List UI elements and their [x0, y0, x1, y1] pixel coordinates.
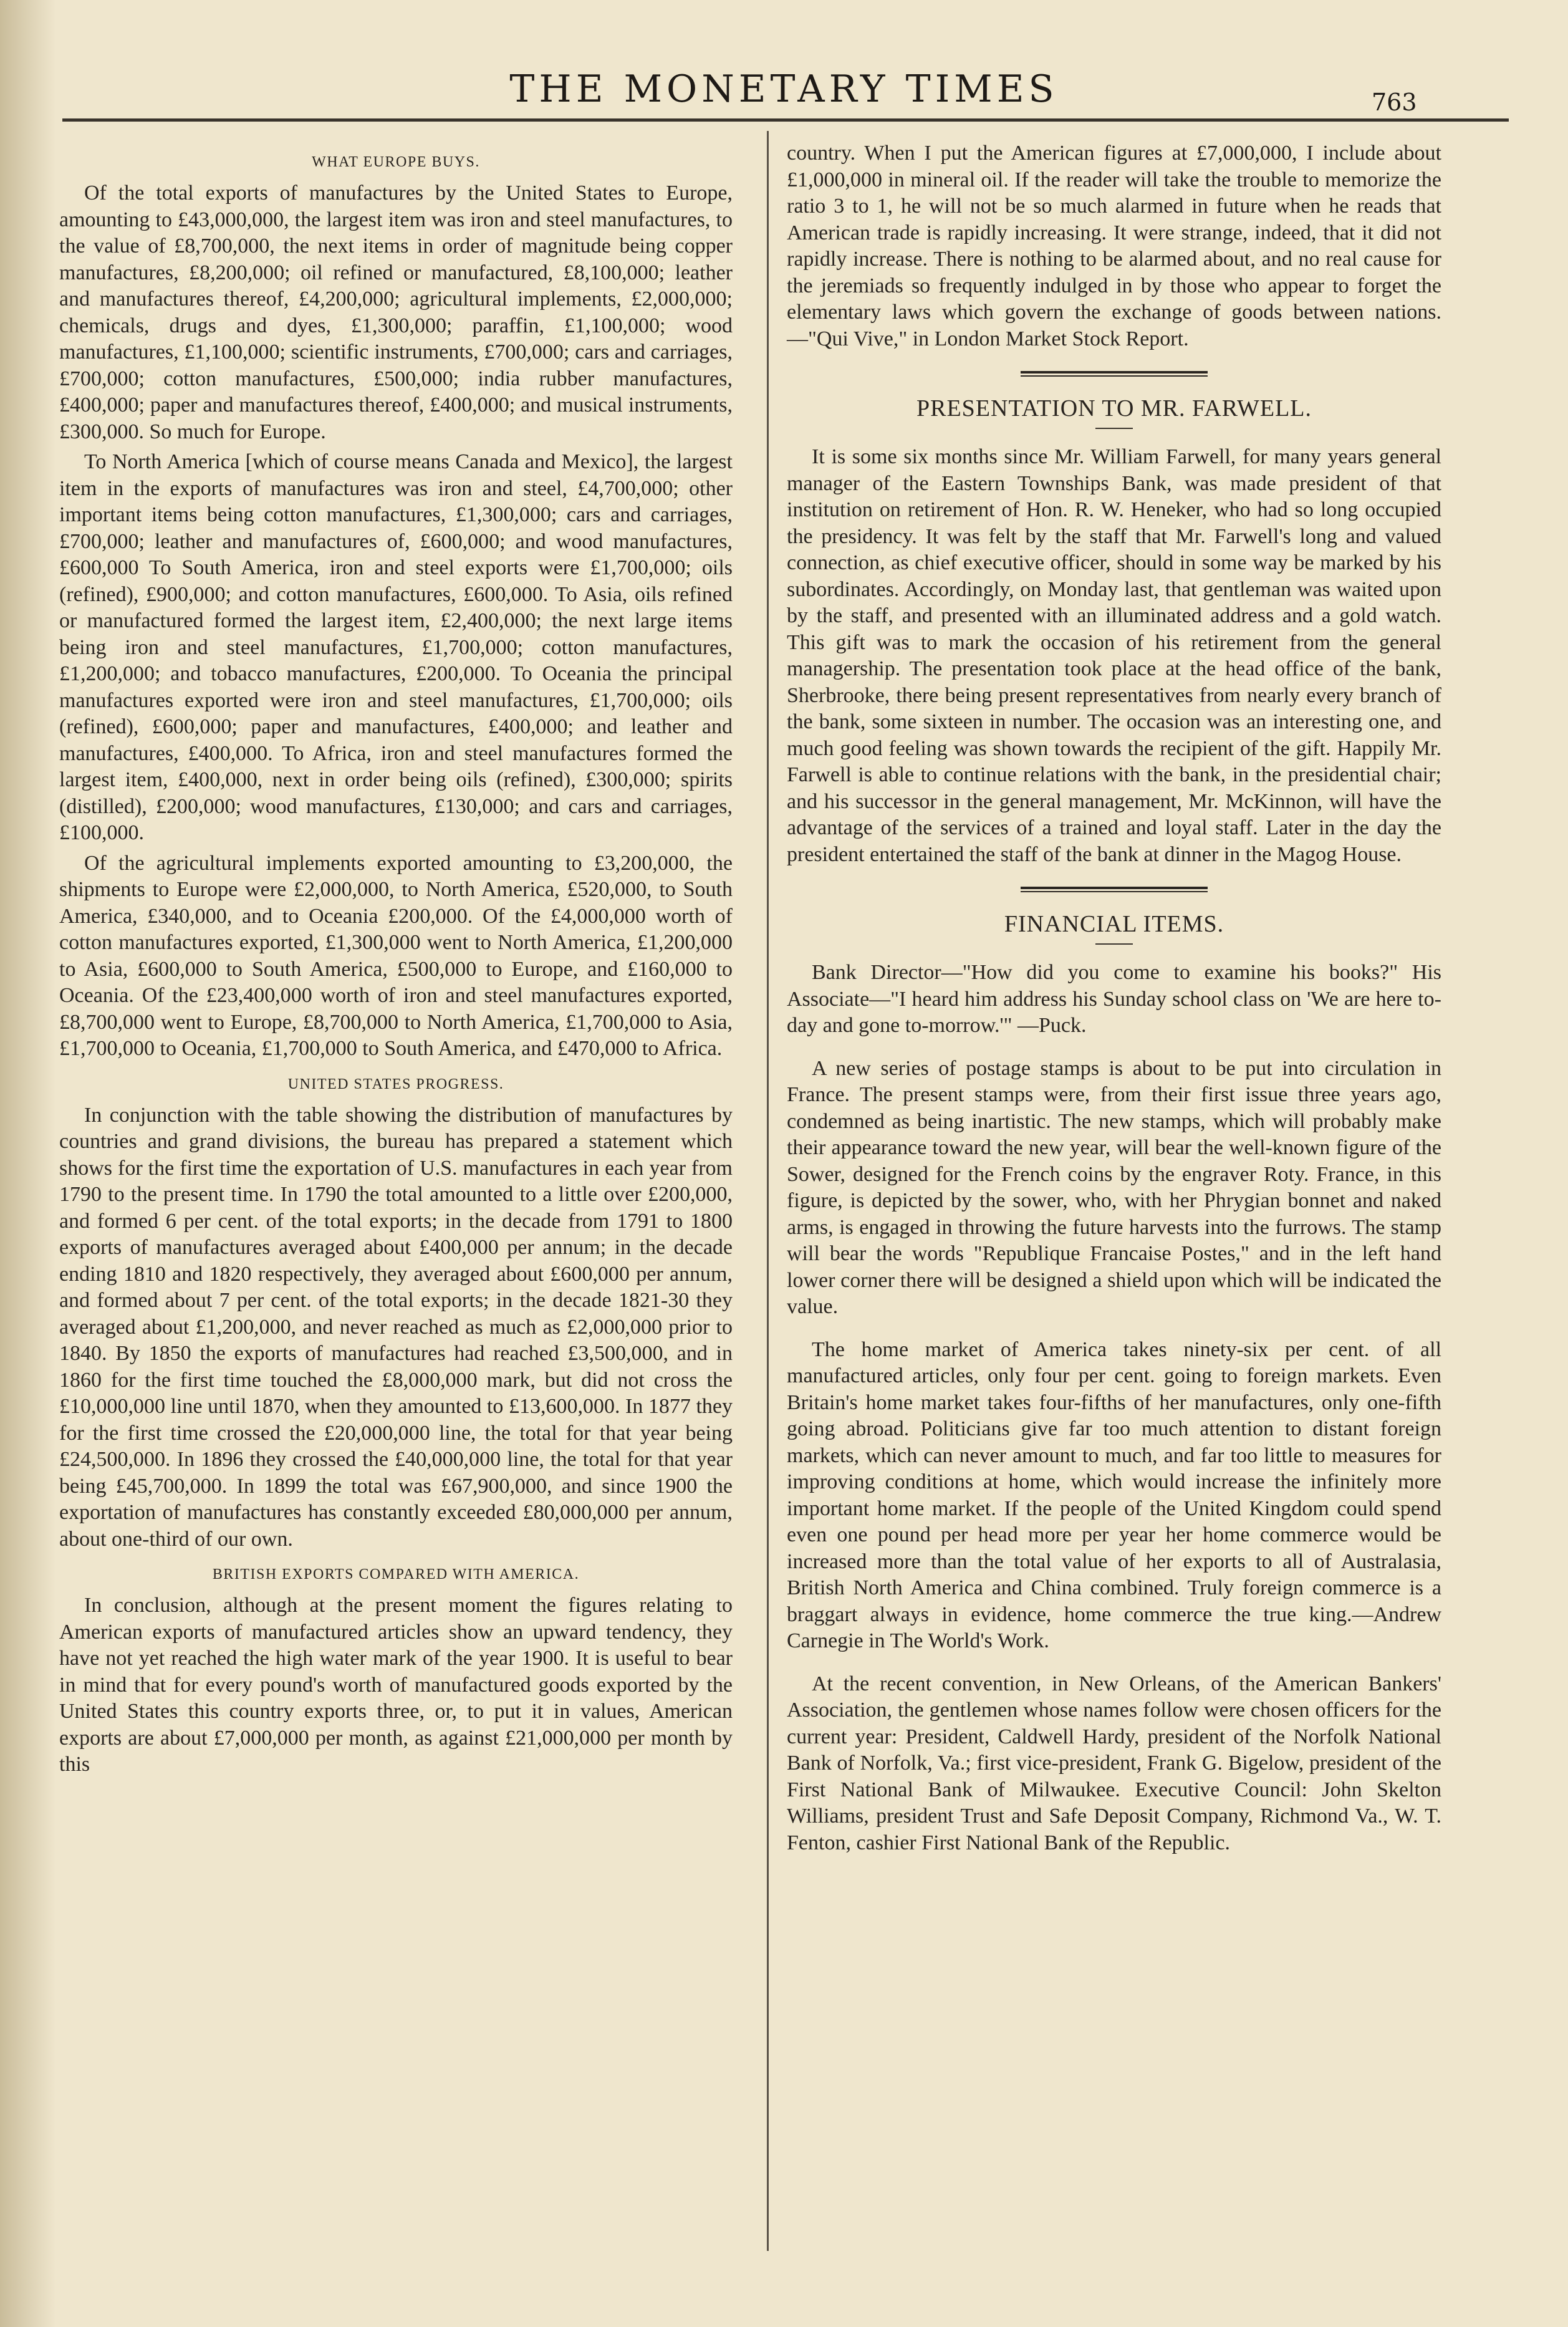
left-column — [59, 140, 733, 1782]
section-divider — [1021, 371, 1208, 377]
page-number: 763 — [1372, 89, 1417, 116]
heading-underline — [1095, 943, 1133, 945]
masthead-title: THE MONETARY TIMES — [509, 67, 1059, 111]
article-paragraph: In conclusion, although at the present moment the figures relating to American exports of manufactured articles show an upward tendency, they have not yet reached the high water mark of the year 1900. It is useful to bear in mind that for every pound's worth of manufactured goods exported by the United States this country exports three, or, to put it in values, American exports are about £7,000,000 per month, as against £21,000,000 per month by this — [59, 1594, 733, 1776]
section-heading-united-states-progress: UNITED STATES PROGRESS. — [287, 1076, 504, 1092]
news-item: The home market of America takes ninety-six per cent. of all manufactured articles, only four per cent. going to foreign markets. Even Britain's home market takes four-fifths of her manufactures, only one-fifth going abroad. Politicians give far too much attention to distant foreign markets, which can never amount to much, and far too little to measures for improving conditions at home, which would increase the infinitely more important home market. If the people of the United Kingdom could spend even one pound per head more per year her home commerce would be increased more than the total value of her exports to all of Australasia, British North America and China combined. Truly foreign commerce is a braggart always in evidence, home commerce the true king.—Andrew Carnegie in The World's Work. — [787, 1337, 1441, 1652]
article-paragraph: Of the total exports of manufactures by the United States to Europe, amounting to £43,000,000, the largest item was iron and steel manufactures, to the value of £8,700,000, the next items in order of magnitude being copper manufactures, £8,200,000; oil refined or manufactured, £8,100,000; leather and manufactures thereof, £4,200,000; agricultural implements, £2,000,000; chemicals, drugs and dyes, £1,300,000; paraffin, £1,100,000; wood manufactures, £1,100,000; scientific instruments, £700,000; cars and carriages, £700,000; cotton manufactures, £500,000; india rubber manufactures, £400,000; paper and manufactures thereof, £400,000; and musical instruments, £300,000. So much for Europe. — [59, 181, 733, 443]
news-item: A new series of postage stamps is about to be put into circulation in France. The present stamps were, from their first issue three years ago, condemned as being inartistic. The new stamps, which will probably make their appearance toward the new year, will bear the well-known figure of the Sower, designed for the French coins by the engraver Roty. France, in this figure, is depicted by the sower, who, with her Phrygian bonnet and naked arms, is engaged in throwing the future harvests into the furrows. The stamp will bear the words "Republique Francaise Postes," and in the left hand lower corner there will be designed a shield upon which will be indicated the value. — [787, 1056, 1441, 1318]
section-heading-presentation-farwell: PRESENTATION TO MR. FARWELL. — [916, 395, 1312, 422]
header-rule — [62, 118, 1509, 122]
article-paragraph: Of the agricultural implements exported amounting to £3,200,000, the shipments to Europe were £2,000,000, to North America, £520,000, to South America, £340,000, and to Oceania £200,000. Of the £4,000,000 worth of cotton manufactures exported, £1,300,000 went to North America, £1,200,000 to Asia, £600,000 to South America, £500,000 to Europe, and £160,000 to Oceania. Of the £23,400,000 worth of iron and steel manufactures exported, £8,700,000 went to Europe, £8,700,000 to North America, £1,700,000 to Asia, £1,700,000 to Oceania, £1,700,000 to South America, and £470,000 to Africa. — [59, 851, 733, 1060]
news-item: At the recent convention, in New Orleans, of the American Bankers' Association, the gentlemen whose names follow were chosen officers for the current year: President, Caldwell Hardy, president of the Norfolk National Bank of Norfolk, Va.; first vice-president, Frank G. Bigelow, president of the First National Bank of Milwaukee. Executive Council: John Skelton Williams, president Trust and Safe Deposit Company, Richmond Va., W. T. Fenton, cashier First National Bank of the Republic. — [787, 1672, 1441, 1854]
news-item: Bank Director—"How did you come to examine his books?" His Associate—"I heard him address his Sunday school class on 'We are here to-day and gone to-morrow.'" —Puck. — [787, 961, 1441, 1037]
section-divider — [1021, 887, 1208, 892]
section-heading-financial-items: FINANCIAL ITEMS. — [1004, 911, 1224, 937]
article-paragraph: It is some six months since Mr. William Farwell, for many years general manager of the Eastern Townships Bank, was made president of that institution on retirement of Hon. R. W. Heneker, who had so long occupied the presidency. It was felt by the staff that Mr. Farwell's long and valued connection, as chief executive officer, should in some way be marked by his subordinates. Accordingly, on Monday last, that gentleman was waited upon by the staff, and presented with an illuminated address and a gold watch. This gift was to mark the occasion of his retirement from the general managership. The presentation took place at the head office of the bank, Sherbrooke, there being present representatives from nearly every branch of the bank, some sixteen in number. The occasion was an interesting one, and much good feeling was shown towards the recipient of the gift. Happily Mr. Farwell is able to continue relations with the bank, in the presidential chair; and his successor in the general management, Mr. McKinnon, will have the advantage of the services of a trained and loyal staff. Later in the day the president entertained the staff of the bank at dinner in the Magog House. — [787, 445, 1441, 866]
article-paragraph: To North America [which of course means Canada and Mexico], the largest item in the exports of manufactures was iron and steel, £4,700,000; other important items being cotton manufactures, £1,300,000; cars and carriages, £700,000; leather and manufactures of, £600,000; and wood manufactures, £600,000 To South America, iron and steel exports were £1,700,000; oils (refined), £900,000; and cotton manufactures, £600,000. To Asia, oils refined or manufactured formed the largest item, £2,400,000; the next large items being iron and steel manufactures, £1,700,000; cotton manufactures, £1,200,000; and tobacco manufactures, £200,000. To Oceania the principal manufactures exported were iron and steel manufactures, £1,700,000; oils (refined), £600,000; paper and manufactures, £400,000; and leather and manufactures, £400,000. To Africa, iron and steel manufactures formed the largest item, £400,000, next in order being oils (refined), £300,000; spirits (distilled), £200,000; wood manufactures, £130,000; and cars and carriages, £100,000. — [59, 450, 733, 844]
column-divider — [767, 131, 769, 2251]
page-binding-shadow — [0, 0, 56, 2327]
right-column — [787, 140, 1441, 1860]
article-paragraph: In conjunction with the table showing the distribution of manufactures by countries and grand divisions, the bureau has prepared a statement which shows for the first time the exportation of U.S. manufactures in each year from 1790 to the present time. In 1790 the total amounted to a little over £200,000, and formed 6 per cent. of the total exports; in the decade from 1791 to 1800 exports of manufactures averaged about £400,000 per annum; in the decade ending 1810 and 1820 respectively, they averaged about £600,000 per annum, and formed about 7 per cent. of the total exports; in the decade 1821-30 they averaged about £1,200,000, and never reached as much as £2,000,000 prior to 1840. By 1850 the exports of manufactures had reached £3,500,000, and in 1860 for the first time touched the £8,000,000 mark, but did not cross the £10,000,000 line until 1870, when they amounted to £13,600,000. In 1877 they for the first time crossed the £20,000,000 line, the total for that year being £24,500,000. In 1896 they crossed the £40,000,000 line, the total for that year being £45,700,000. In 1899 the total was £67,900,000, and since 1900 the exportation of manufactures has constantly exceeded £80,000,000 per annum, about one-third of our own. — [59, 1103, 733, 1551]
section-heading-what-europe-buys: WHAT EUROPE BUYS. — [312, 154, 480, 170]
heading-underline — [1095, 428, 1133, 429]
section-heading-british-exports: BRITISH EXPORTS COMPARED WITH AMERICA. — [212, 1566, 580, 1583]
article-paragraph-continued: country. When I put the American figures at £7,000,000, I include about £1,000,000 in mineral oil. If the reader will take the trouble to memorize the ratio 3 to 1, he will not be so much alarmed in future when he reads that American trade is rapidly increasing. It were strange, indeed, that it did not rapidly increase. There is nothing to be alarmed about, and no real cause for the jeremiads so frequently indulged in by those who appear to forget the elementary laws which govern the exchange of goods between nations.—"Qui Vive," in London Market Stock Report. — [787, 142, 1441, 350]
